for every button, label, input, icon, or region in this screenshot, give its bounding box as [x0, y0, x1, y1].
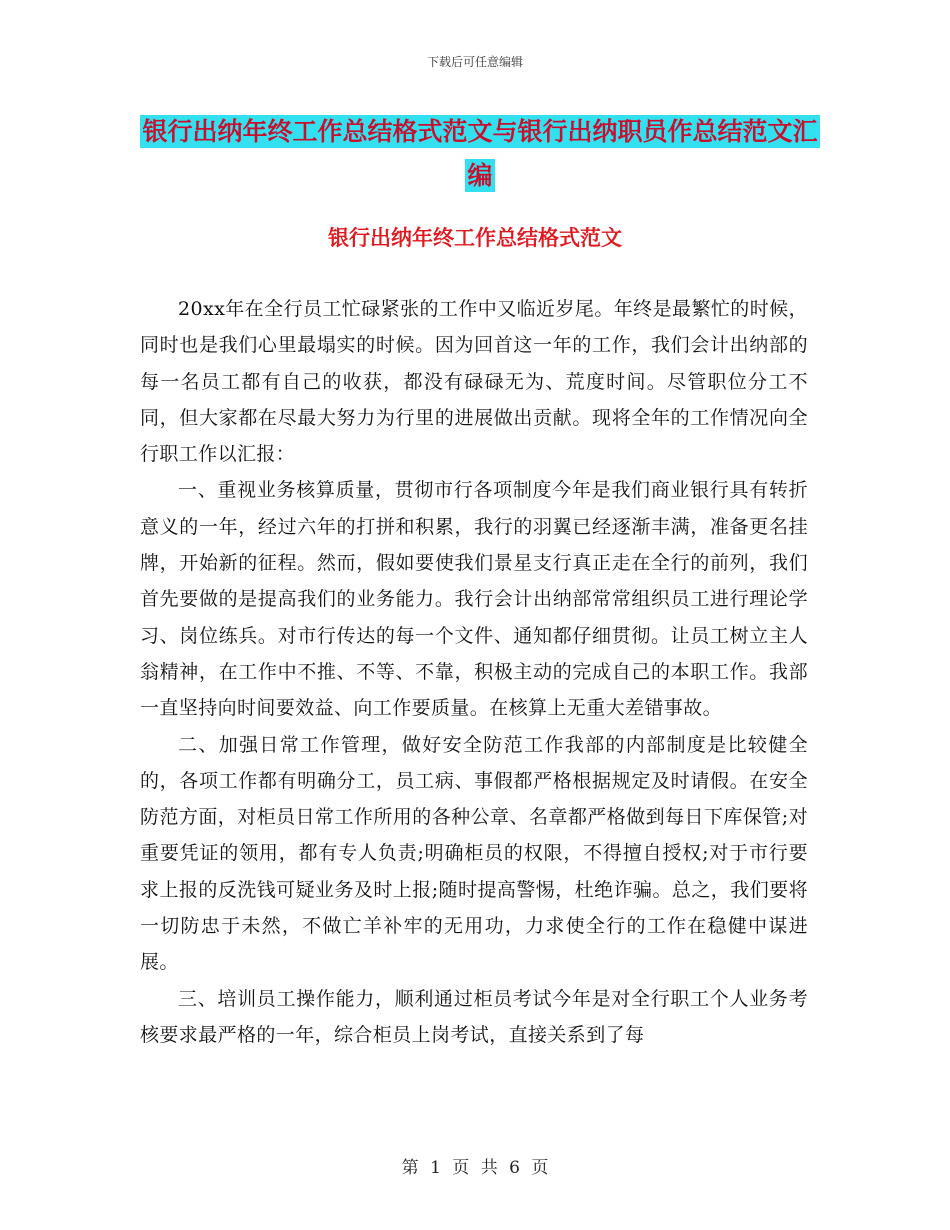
document-title-text: 银行出纳年终工作总结格式范文与银行出纳职员作总结范文汇编 — [142, 117, 818, 190]
section-title: 银行出纳年终工作总结格式范文 — [328, 226, 622, 250]
paragraph-intro: 20xx年在全行员工忙碌紧张的工作中又临近岁尾。年终是最繁忙的时候，同时也是我们心里最塌实的时候。因为回首这一年的工作，我们会计出纳部的每一名员工都有自己的收获，都没有碌碌无为、荒度时间。尽管职位分工不同，但大家都在尽最大努力为行里的进展做出贡献。现将全年的工作情况向全行职工作以汇报： — [140, 298, 808, 466]
document-title — [140, 110, 820, 198]
document-body — [140, 291, 808, 1053]
paragraph-section-1: 一、重视业务核算质量，贯彻市行各项制度今年是我们商业银行具有转折意义的一年，经过六年的打拼和积累，我行的羽翼已经逐渐丰满，准备更名挂牌，开始新的征程。然而，假如要使我们景星支行真正走在全行的前列，我们首先要做的是提高我们的业务能力。我行会计出纳部常常组织员工进行理论学习、岗位练兵。对市行传达的每一个文件、通知都仔细贯彻。让员工树立主人翁精神，在工作中不推、不等、不靠，积极主动的完成自己的本职工作。我部一直坚持向时间要效益、向工作要质量。在核算上无重大差错事故。 — [140, 479, 808, 720]
page-number-footer: 第 1 页 共 6 页 — [401, 1158, 549, 1178]
paragraph-section-3: 三、培训员工操作能力，顺利通过柜员考试今年是对全行职工个人业务考核要求最严格的一年，综合柜员上岗考试，直接关系到了每 — [140, 987, 808, 1046]
header-note: 下载后可任意编辑 — [426, 55, 523, 69]
paragraph-section-2: 二、加强日常工作管理，做好安全防范工作我部的内部制度是比较健全的，各项工作都有明确分工，员工病、事假都严格根据规定及时请假。在安全防范方面，对柜员日常工作所用的各种公章、名章都严格做到每日下库保管;对重要凭证的领用，都有专人负责;明确柜员的权限，不得擅自授权;对于市行要求上报的反洗钱可疑业务及时上报;随时提高警惕，杜绝诈骗。总之，我们要将一切防忠于未然，不做亡羊补牢的无用功，力求使全行的工作在稳健中谋进展。 — [140, 733, 808, 974]
